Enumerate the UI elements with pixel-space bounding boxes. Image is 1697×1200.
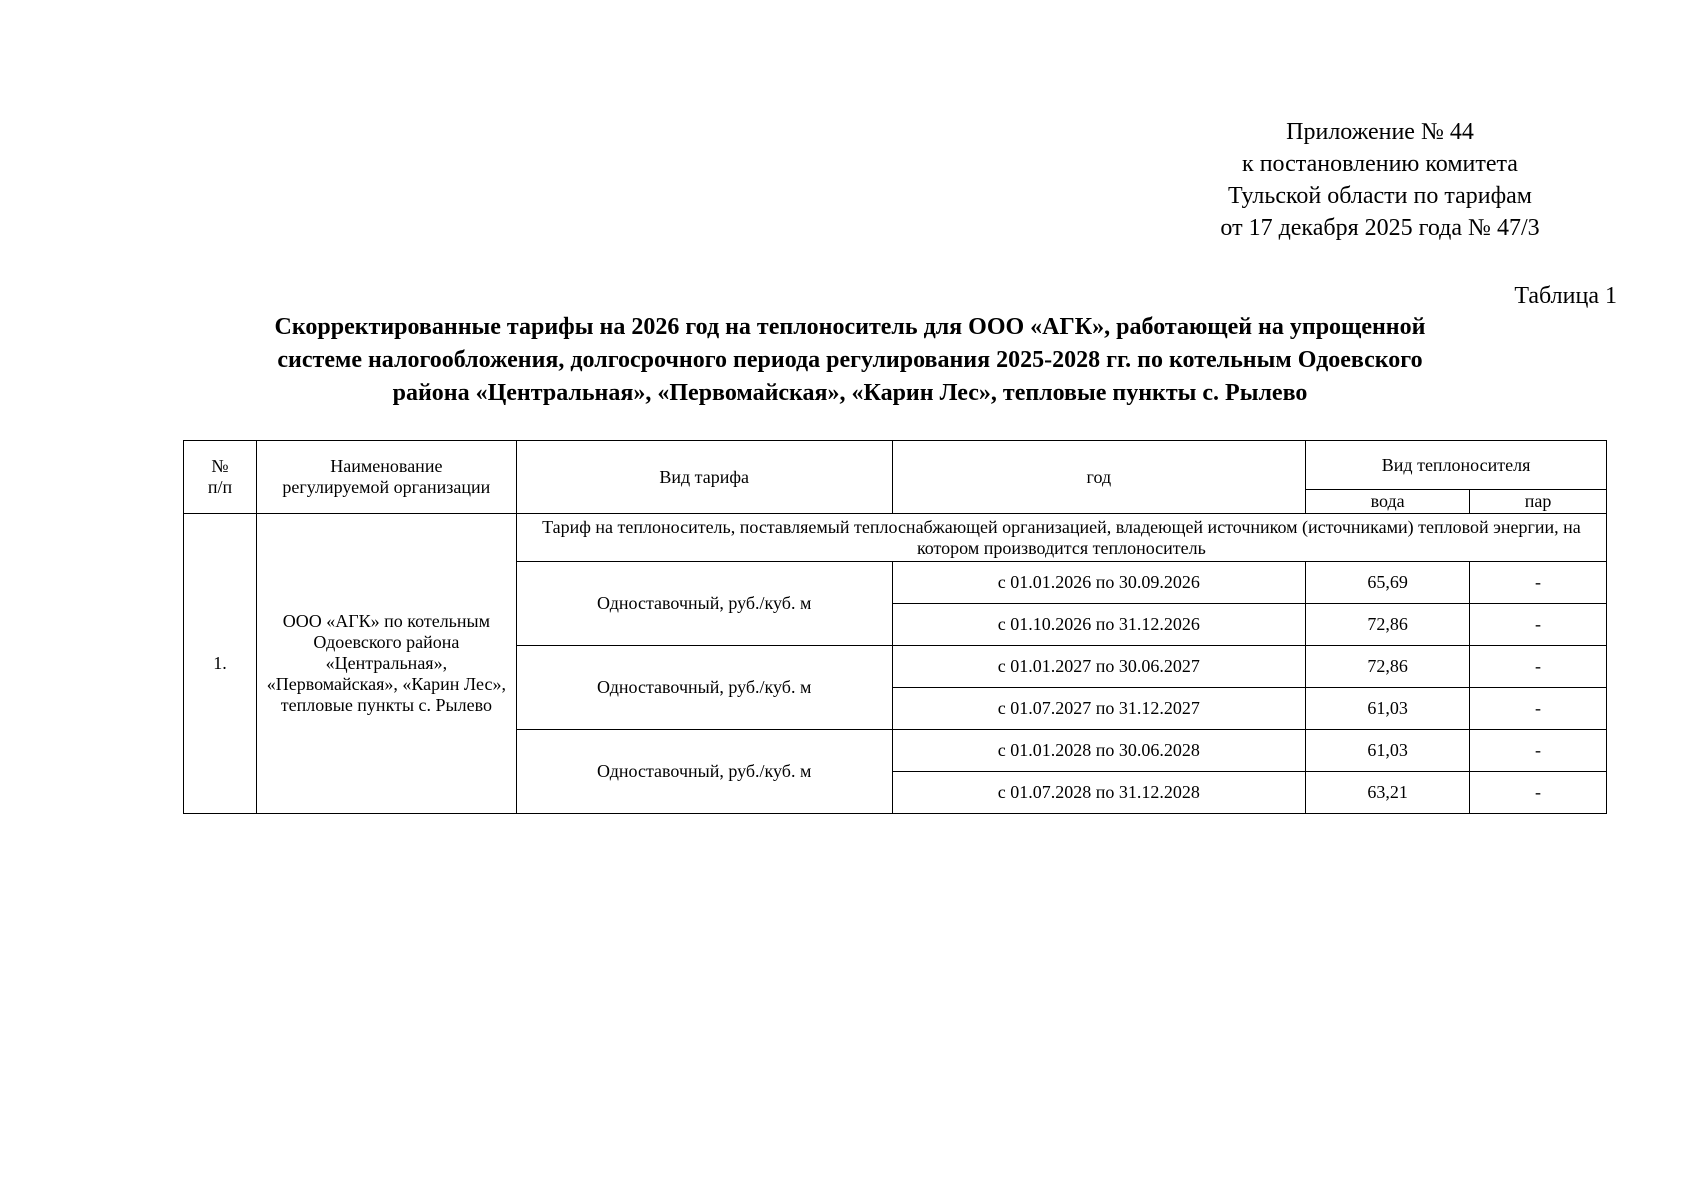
appendix-line-1: Приложение № 44 xyxy=(1286,119,1474,145)
header-tariff-type: Вид тарифа xyxy=(516,441,892,514)
tariff-type-cell: Одноставочный, руб./куб. м xyxy=(516,646,892,730)
tariff-table xyxy=(183,440,1607,814)
period-cell: с 01.01.2027 по 30.06.2027 xyxy=(892,646,1306,688)
appendix-block xyxy=(1180,116,1580,244)
steam-value-cell: - xyxy=(1470,562,1607,604)
organization-name: ООО «АГК» по котельным Одоевского района «Центральная», «Первомайская», «Карин Лес», тепловые пункты с. Рылево xyxy=(256,514,516,814)
table-row xyxy=(184,514,1607,562)
water-value-cell: 61,03 xyxy=(1306,730,1470,772)
steam-value-cell: - xyxy=(1470,646,1607,688)
header-number-line-1: № xyxy=(211,456,229,476)
steam-value-cell: - xyxy=(1470,772,1607,814)
header-year: год xyxy=(892,441,1306,514)
header-steam: пар xyxy=(1470,490,1607,514)
header-number-line-2: п/п xyxy=(207,477,233,497)
title-line-3: района «Центральная», «Первомайская», «Карин Лес», тепловые пункты с. Рылево xyxy=(392,380,1308,406)
steam-value-cell: - xyxy=(1470,688,1607,730)
table-header-row xyxy=(184,441,1607,490)
header-organization-line-2: регулируемой организации xyxy=(282,477,491,497)
document-title xyxy=(185,311,1515,410)
tariff-type-cell: Одноставочный, руб./куб. м xyxy=(516,562,892,646)
period-cell: с 01.01.2026 по 30.09.2026 xyxy=(892,562,1306,604)
appendix-line-3: Тульской области по тарифам xyxy=(1227,183,1532,209)
header-coolant-type: Вид теплоносителя xyxy=(1306,441,1607,490)
header-organization xyxy=(256,441,516,514)
title-line-2: системе налогообложения, долгосрочного периода регулирования 2025-2028 гг. по котельным Одоевского xyxy=(277,347,1423,373)
period-cell: с 01.07.2027 по 31.12.2027 xyxy=(892,688,1306,730)
table-label: Таблица 1 xyxy=(1514,283,1617,309)
period-cell: с 01.10.2026 по 31.12.2026 xyxy=(892,604,1306,646)
row-number: 1. xyxy=(184,514,257,814)
period-cell: с 01.07.2028 по 31.12.2028 xyxy=(892,772,1306,814)
title-line-1: Скорректированные тарифы на 2026 год на теплоноситель для ООО «АГК», работающей на упрощенной xyxy=(274,314,1426,340)
appendix-line-2: к постановлению комитета xyxy=(1242,151,1518,177)
tariff-subheader: Тариф на теплоноситель, поставляемый теплоснабжающей организацией, владеющей источником (источниками) тепловой энергии, на котором производится теплоноситель xyxy=(516,514,1606,562)
period-cell: с 01.01.2028 по 30.06.2028 xyxy=(892,730,1306,772)
header-water: вода xyxy=(1306,490,1470,514)
appendix-line-4: от 17 декабря 2025 года № 47/3 xyxy=(1220,215,1540,241)
header-number xyxy=(184,441,257,514)
water-value-cell: 65,69 xyxy=(1306,562,1470,604)
water-value-cell: 61,03 xyxy=(1306,688,1470,730)
water-value-cell: 72,86 xyxy=(1306,604,1470,646)
water-value-cell: 72,86 xyxy=(1306,646,1470,688)
tariff-type-cell: Одноставочный, руб./куб. м xyxy=(516,730,892,814)
header-organization-line-1: Наименование xyxy=(330,456,443,476)
steam-value-cell: - xyxy=(1470,730,1607,772)
steam-value-cell: - xyxy=(1470,604,1607,646)
water-value-cell: 63,21 xyxy=(1306,772,1470,814)
